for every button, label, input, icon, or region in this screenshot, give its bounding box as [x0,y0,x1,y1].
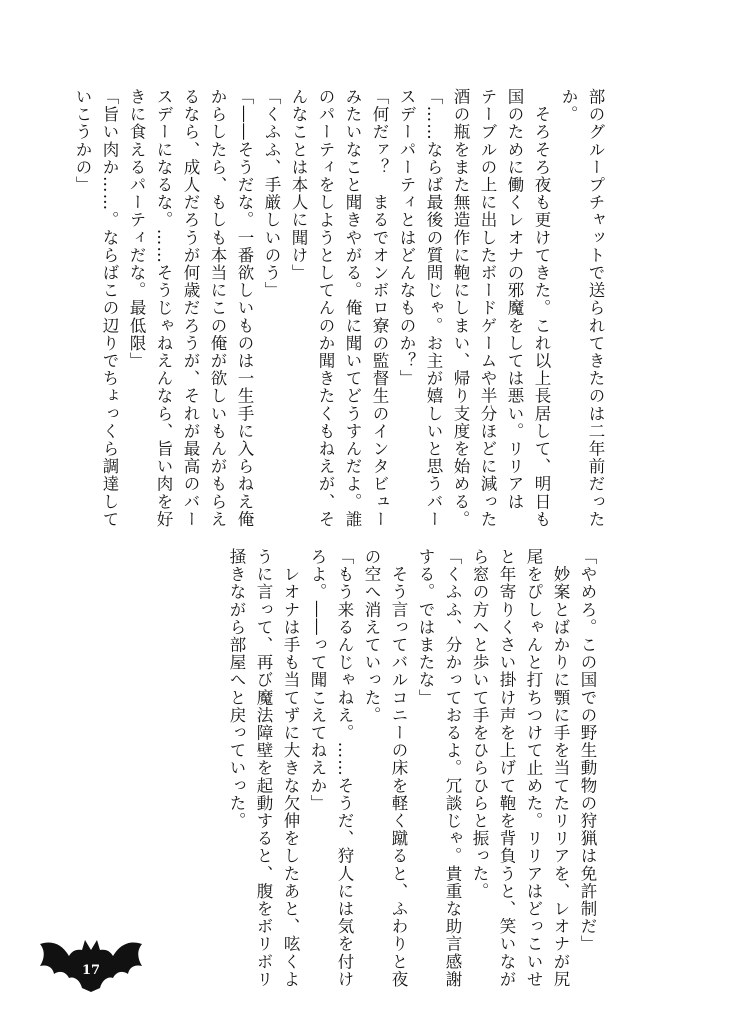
lower-text-line: 「もう来るんじゃねえ。……そうだ、狩人には気を付け [335,548,354,988]
upper-text-line: みたいなこと聞きやがる。俺に聞いてどうすんだよ。誰 [343,88,362,528]
lower-text-line: ろよ。――って聞こえてねえか」 [308,548,327,812]
lower-text-block [227,548,601,988]
upper-text-line: いこうかの」 [73,88,92,194]
upper-text-line: のパーティをしようとしてんのか聞きたくもねえが、そ [316,88,335,528]
upper-text-line: 「……ならば最後の質問じゃ。お主が嬉しいと思うバー [424,88,443,528]
upper-text-block [73,88,609,528]
upper-text-line: きに食えるパーティだな。最低限」 [127,88,146,370]
page-number-badge [36,936,146,994]
lower-text-line: 「やめろ。この国での野生動物の狩猟は免許制だ」 [578,548,597,953]
lower-text-line: の空へ消えていった。 [362,548,381,724]
upper-text-line: 国のために働くレオナの邪魔をしては悪い。リリアは [505,88,524,511]
upper-text-line: 酒の瓶をまた無造作に鞄にしまい、帰り支度を始める。 [451,88,470,528]
lower-text-line: 妙案とばかりに顎に手を当てたリリアを、レオナが尻 [551,548,570,988]
upper-text-line: んなことは本人に聞け」 [289,88,308,282]
upper-text-line: スデーになるな。……そうじゃねえんなら、旨い肉を好 [154,88,173,528]
upper-text-line: 「――そうだな。一番欲しいものは一生手に入らねえ俺 [235,88,254,528]
lower-text-line: 尾をぴしゃんと打ちつけて止めた。リリアはどっこいせ [524,548,543,988]
lower-text-line: と年寄りくさい掛け声を上げて鞄を背負うと、笑いなが [497,548,516,988]
lower-text-line: レオナは手も当てずに大きな欠伸をしたあと、呟くよ [281,548,300,988]
lower-text-line: そう言ってバルコニーの床を軽く蹴ると、ふわりと夜 [389,548,408,988]
upper-text-line: スデーパーティとはどんなものか？」 [397,88,416,388]
upper-text-line: 部のグループチャットで送られてきたのは二年前だった [586,88,605,528]
lower-text-line: うに言って、再び魔法障壁を起動すると、腹をボリボリ [254,548,273,988]
upper-text-line: そろそろ夜も更けてきた。これ以上長居して、明日も [532,88,551,528]
upper-text-line: テーブルの上に出したボードゲームや半分ほどに減った [478,88,497,528]
upper-text-line: か。 [559,88,578,124]
page-number: 17 [81,963,101,978]
upper-text-line: 「くふふ、手厳しいのう」 [262,88,281,300]
upper-text-line: るなら、成人だろうが何歳だろうが、それが最高のバー [181,88,200,528]
upper-text-line: 「旨い肉か……。ならばこの辺りでちょっくら調達して [100,88,119,528]
upper-text-line: 「何だァ？ まるでオンボロ寮の監督生のインタビュー [370,88,389,528]
lower-text-line: する。ではまたな」 [416,548,435,707]
lower-text-line: ら窓の方へと歩いて手をひらひらと振った。 [470,548,489,900]
lower-text-line: 掻きながら部屋へと戻っていった。 [227,548,246,830]
lower-text-line: 「くふふ、分かっておるよ。冗談じゃ。貴重な助言感謝 [443,548,462,988]
upper-text-line: からしたら、もしも本当にこの俺が欲しいもんがもらえ [208,88,227,528]
